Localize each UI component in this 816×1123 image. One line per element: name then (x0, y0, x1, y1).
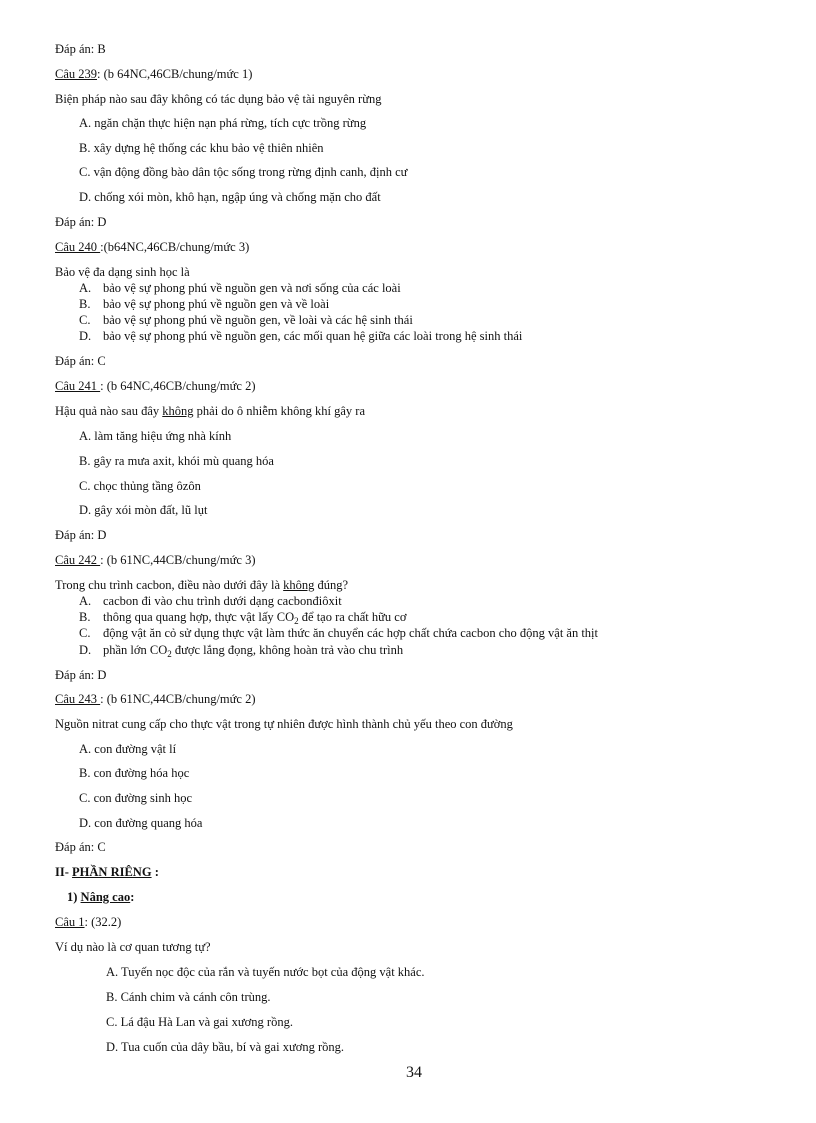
subsection-title: Nâng cao (80, 890, 131, 904)
option-b: B. xây dựng hệ thống các khu bảo vệ thiên nhiên (79, 141, 324, 155)
question-text-part: phải do ô nhiễm không khí gây ra (193, 404, 366, 418)
question-text-part: Hậu quả nào sau đây (55, 404, 163, 418)
option-b-letter: B. (79, 297, 91, 311)
answer-line: Đáp án: C (55, 840, 106, 854)
option-a: A. Tuyến nọc độc của rắn và tuyến nước bọt của động vật khác. (106, 965, 425, 979)
question-header (55, 239, 249, 255)
answer-line: Đáp án: D (55, 215, 107, 229)
section-heading (55, 864, 159, 880)
section-colon: : (151, 865, 159, 879)
option-d: D. con đường quang hóa (79, 816, 203, 830)
option-c: C. chọc thủng tầng ôzôn (79, 479, 201, 493)
question-text: Nguồn nitrat cung cấp cho thực vật trong tự nhiên được hình thành chủ yếu theo con đường (55, 717, 513, 731)
option-b: B. gây ra mưa axit, khói mù quang hóa (79, 454, 274, 468)
option-c: C. con đường sinh học (79, 791, 193, 805)
option-d (103, 642, 403, 658)
question-text: Bảo vệ đa dạng sinh học là (55, 265, 190, 279)
subscript: 2 (294, 616, 299, 626)
subscript: 2 (167, 649, 172, 659)
option-text-part: thông qua quang hợp, thực vật lấy CO (103, 610, 295, 624)
answer-line: Đáp án: D (55, 528, 107, 542)
question-label: Câu 239 (55, 67, 98, 81)
option-b-letter: B. (79, 610, 91, 624)
option-d-letter: D. (79, 643, 92, 657)
option-b: B. Cánh chim và cánh côn trùng. (106, 990, 271, 1004)
option-d-letter: D. (79, 329, 92, 343)
option-c-letter: C. (79, 626, 91, 640)
option-c: động vật ăn cỏ sử dụng thực vật làm thức ăn chuyển các hợp chất chứa cacbon cho động vật ăn thịt (103, 626, 599, 640)
question-header (55, 66, 252, 82)
option-d: bảo vệ sự phong phú về nguồn gen, các mối quan hệ giữa các loài trong hệ sinh thái (103, 329, 523, 343)
question-meta: : (b 61NC,44CB/chung/mức 2) (100, 692, 256, 706)
question-label: Câu 1 (55, 915, 85, 929)
option-text-part: phần lớn CO (103, 643, 168, 657)
option-a: cacbon đi vào chu trình dưới dạng cacbonđiôxit (103, 594, 342, 608)
subsection-colon: : (130, 890, 135, 904)
question-text: Ví dụ nào là cơ quan tương tự? (55, 940, 211, 954)
emphasis-word: không (162, 404, 194, 418)
option-text-part: được lắng đọng, không hoàn trả vào chu trình (171, 643, 404, 657)
option-b: B. con đường hóa học (79, 766, 190, 780)
option-a: A. làm tăng hiệu ứng nhà kính (79, 429, 232, 443)
question-text-part: đúng? (314, 578, 349, 592)
option-text-part: để tạo ra chất hữu cơ (298, 610, 407, 624)
answer-line: Đáp án: C (55, 354, 106, 368)
option-c: C. Lá đậu Hà Lan và gai xương rồng. (106, 1015, 293, 1029)
question-label: Câu 241 (55, 379, 101, 393)
option-a: A. con đường vật lí (79, 742, 177, 756)
emphasis-word: không (283, 578, 315, 592)
question-header (55, 691, 256, 707)
option-c: bảo vệ sự phong phú về nguồn gen, về loài và các hệ sinh thái (103, 313, 413, 327)
option-d: D. Tua cuốn của dây bầu, bí và gai xương rồng. (106, 1040, 345, 1054)
option-d: D. gây xói mòn đất, lũ lụt (79, 503, 208, 517)
answer-line: Đáp án: B (55, 42, 106, 56)
question-label: Câu 243 (55, 692, 101, 706)
option-c-letter: C. (79, 313, 91, 327)
subsection-heading (67, 889, 134, 905)
option-b: bảo vệ sự phong phú về nguồn gen và về loài (103, 297, 330, 311)
page-number: 34 (406, 1064, 422, 1081)
option-a-letter: A. (79, 281, 92, 295)
subsection-number: 1) (67, 890, 81, 904)
question-text (55, 403, 365, 419)
question-header (55, 552, 256, 568)
option-a: bảo vệ sự phong phú về nguồn gen và nơi sống của các loài (103, 281, 401, 295)
question-text: Biện pháp nào sau đây không có tác dụng bảo vệ tài nguyên rừng (55, 92, 382, 106)
question-text-part: Trong chu trình cacbon, điều nào dưới đây là (55, 578, 284, 592)
question-meta: :(b64NC,46CB/chung/mức 3) (100, 240, 250, 254)
question-header (55, 914, 121, 930)
option-a: A. ngăn chặn thực hiện nạn phá rừng, tích cực trồng rừng (79, 116, 367, 130)
question-meta: : (32.2) (84, 915, 122, 929)
answer-line: Đáp án: D (55, 668, 107, 682)
option-c: C. vận động đồng bào dân tộc sống trong rừng định canh, định cư (79, 165, 408, 179)
question-meta: : (b 64NC,46CB/chung/mức 1) (97, 67, 253, 81)
option-d: D. chống xói mòn, khô hạn, ngập úng và chống mặn cho đất (79, 190, 381, 204)
question-meta: : (b 64NC,46CB/chung/mức 2) (100, 379, 256, 393)
question-header (55, 378, 256, 394)
question-label: Câu 242 (55, 553, 101, 567)
option-a-letter: A. (79, 594, 92, 608)
option-b (103, 609, 406, 625)
section-number: II- (55, 865, 73, 879)
question-label: Câu 240 (55, 240, 101, 254)
question-text (55, 577, 348, 593)
section-title: PHẦN RIÊNG (72, 865, 152, 879)
question-meta: : (b 61NC,44CB/chung/mức 3) (100, 553, 256, 567)
